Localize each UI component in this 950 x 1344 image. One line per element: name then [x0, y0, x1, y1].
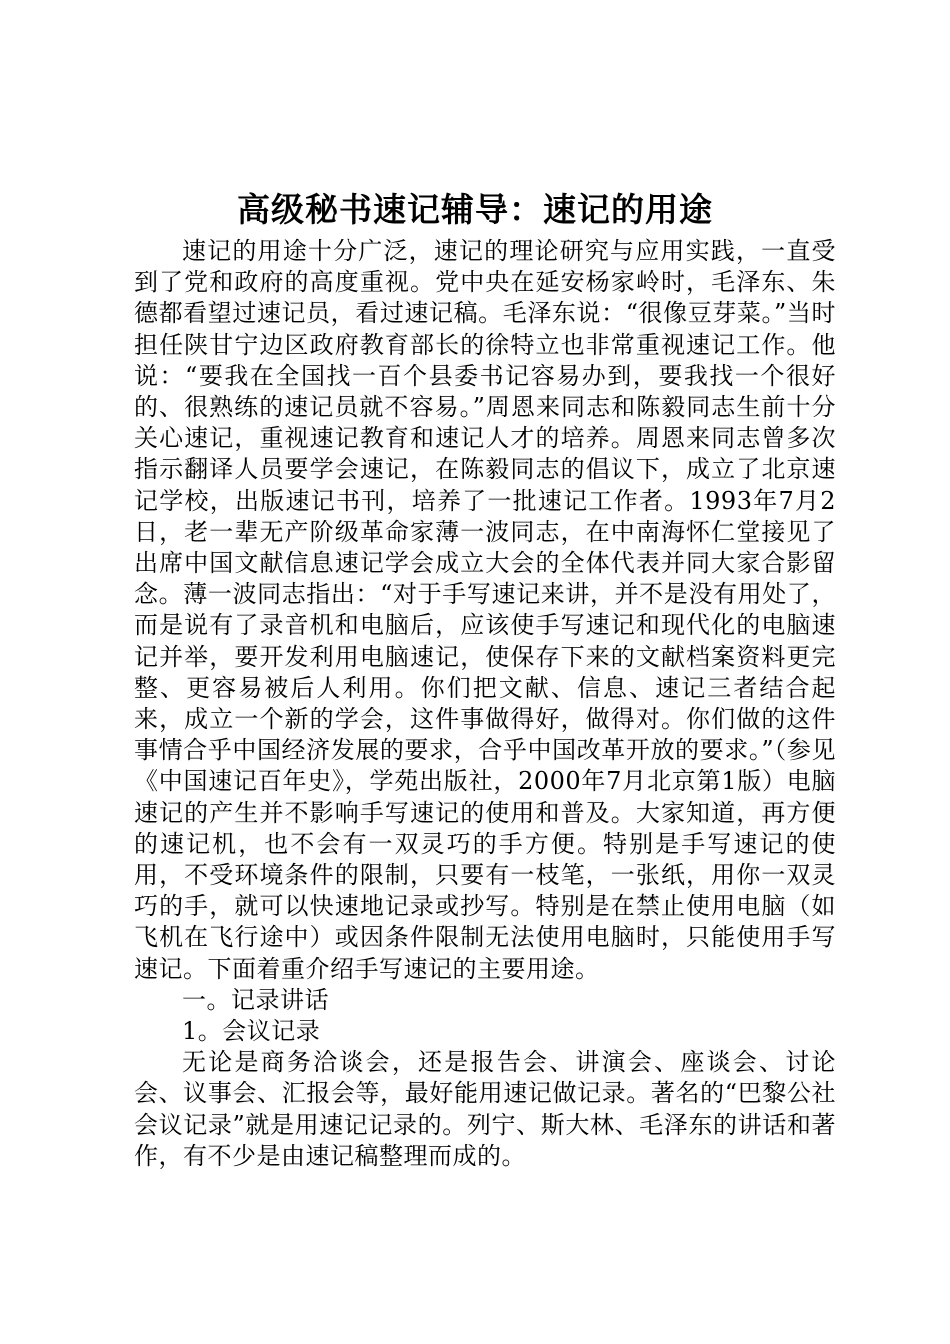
paragraph-intro: 速记的用途十分广泛，速记的理论研究与应用实践，一直受到了党和政府的高度重视。党中央在延安杨家岭时，毛泽东、朱德都看望过速记员，看过速记稿。毛泽东说：“很像豆芽菜。”当时担任陕甘宁边区政府教育部长的徐特立也非常重视速记工作。他说：“要我在全国找一百个县委书记容易办到，要我找一个很好的、很熟练的速记员就不容易。”周恩来同志和陈毅同志生前十分关心速记，重视速记教育和速记人才的培养。周恩来同志曾多次指示翻译人员要学会速记，在陈毅同志的倡议下，成立了北京速记学校，出版速记书刊，培养了一批速记工作者。1993年7月2日，老一辈无产阶级革命家薄一波同志，在中南海怀仁堂接见了出席中国文献信息速记学会成立大会的全体代表并同大家合影留念。薄一波同志指出：“对于手写速记来讲，并不是没有用处了，而是说有了录音机和电脑后，应该使手写速记和现代化的电脑速记并举，要开发利用电脑速记，使保存下来的文献档案资料更完整、更容易被后人利用。你们把文献、信息、速记三者结合起来，成立一个新的学会，这件事做得好，做得对。你们做的这件事情合乎中国经济发展的要求，合乎中国改革开放的要求。”（参见《中国速记百年史》，学苑出版社，2000年7月北京第1版）电脑速记的产生并不影响手写速记的使用和普及。大家知道，再方便的速记机，也不会有一双灵巧的手方便。特别是手写速记的使用，不受环境条件的限制，只要有一枝笔，一张纸，用你一双灵巧的手，就可以快速地记录或抄写。特别是在禁止使用电脑（如飞机在飞行途中）或因条件限制无法使用电脑时，只能使用手写速记。下面着重介绍手写速记的主要用途。: [134, 237, 836, 983]
paragraph-meeting-record: 无论是商务洽谈会，还是报告会、讲演会、座谈会、讨论会、议事会、汇报会等，最好能用速记做记录。著名的“巴黎公社会议记录”就是用速记记录的。列宁、斯大林、毛泽东的讲话和著作，有不少是由速记稿整理而成的。: [134, 1048, 836, 1170]
section-heading-record-speech: 一。记录讲话: [182, 985, 329, 1014]
document-title: 高级秘书速记辅导：速记的用途: [237, 190, 713, 229]
document-body: [134, 236, 836, 1172]
subsection-heading-meeting-record: 1。会议记录: [182, 1017, 321, 1046]
